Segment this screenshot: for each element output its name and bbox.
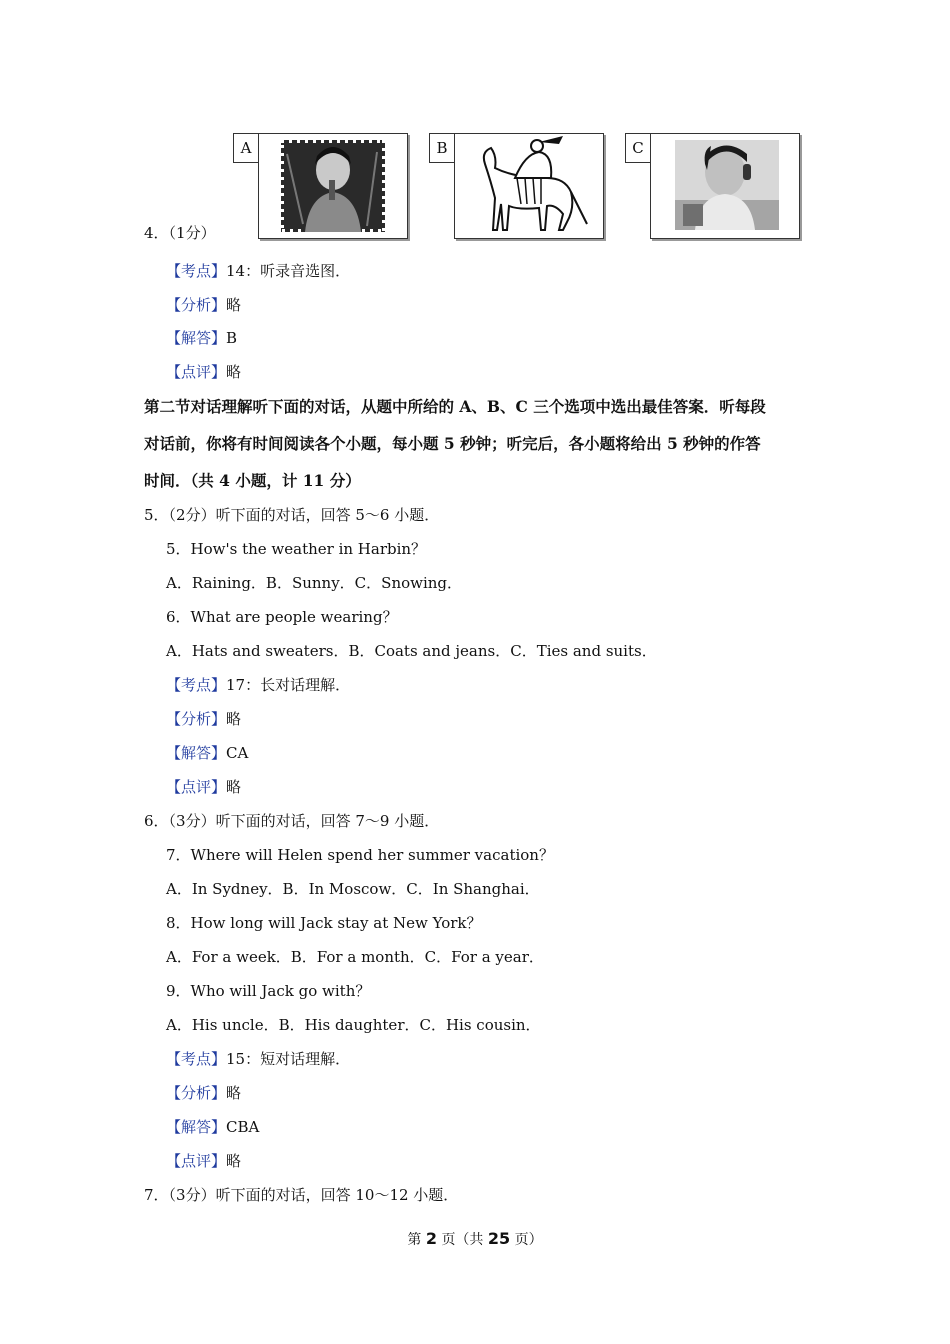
kaodian-text: 15：短对话理解． — [226, 1050, 351, 1068]
q5-kaodian — [166, 674, 350, 695]
dianping-tag: 【点评】 — [166, 778, 227, 796]
dianping-text: 略 — [226, 778, 242, 796]
footer-page-number: 2 — [425, 1229, 437, 1248]
q4-fenxi — [166, 294, 241, 315]
option-a-box — [258, 133, 408, 239]
fenxi-text: 略 — [226, 710, 242, 728]
q6-fenxi — [166, 1082, 241, 1103]
section2-line3: 时间．（共 4 小题，计 11 分） — [144, 471, 361, 490]
page-footer — [0, 1229, 950, 1249]
option-c-label: C — [625, 133, 651, 163]
footer-total-pages: 25 — [487, 1229, 511, 1248]
jieda-tag: 【解答】 — [166, 1118, 227, 1136]
kaodian-tag: 【考点】 — [166, 1050, 227, 1068]
fenxi-tag: 【分析】 — [166, 1084, 227, 1102]
listening-person-photo-icon — [651, 134, 799, 238]
q5-jieda — [166, 742, 248, 763]
dianping-text: 略 — [226, 1152, 242, 1170]
question-7-header: 7．（3分）听下面的对话，回答 10～12 小题． — [144, 1186, 459, 1204]
q6-sub2: 8．How long will Jack stay at New York？ — [166, 914, 482, 932]
dianping-text: 略 — [226, 363, 242, 381]
q4-kaodian — [166, 260, 350, 281]
option-b-label: B — [429, 133, 455, 163]
question-5-header: 5．（2分）听下面的对话，回答 5～6 小题． — [144, 506, 440, 524]
q6-dianping — [166, 1150, 241, 1171]
q6-sub3-options: A．His uncle．B．His daughter．C．His cousin． — [166, 1016, 541, 1034]
q5-sub1-options: A．Raining．B．Sunny．C．Snowing． — [166, 574, 463, 592]
dianping-tag: 【点评】 — [166, 1152, 227, 1170]
jieda-text: B — [226, 329, 238, 347]
kaodian-text: 17：长对话理解． — [226, 676, 351, 694]
q5-sub2: 6．What are people wearing？ — [166, 608, 398, 626]
footer-pre: 第 — [407, 1232, 422, 1248]
horse-rider-drawing-icon — [455, 134, 603, 238]
fenxi-text: 略 — [226, 1084, 242, 1102]
kaodian-tag: 【考点】 — [166, 262, 227, 280]
section2-line1: 第二节对话理解听下面的对话，从题中所给的 A、B、C 三个选项中选出最佳答案．听每段 — [144, 397, 766, 416]
q5-sub2-options: A．Hats and sweaters．B．Coats and jeans．C．Ties and suits． — [166, 642, 657, 660]
q5-sub1: 5．How's the weather in Harbin？ — [166, 540, 427, 558]
fenxi-text: 略 — [226, 296, 242, 314]
kaodian-text: 14：听录音选图． — [226, 262, 351, 280]
singer-photo-icon — [259, 134, 407, 238]
footer-post: 页） — [514, 1232, 543, 1248]
option-b-box — [454, 133, 604, 239]
q4-jieda — [166, 327, 237, 348]
q4-dianping — [166, 361, 241, 382]
q5-fenxi — [166, 708, 241, 729]
kaodian-tag: 【考点】 — [166, 676, 227, 694]
question-4-number: 4．（1分） — [144, 224, 216, 242]
option-c-box — [650, 133, 800, 239]
jieda-text: CBA — [226, 1118, 260, 1136]
question-6-header: 6．（3分）听下面的对话，回答 7～9 小题． — [144, 812, 440, 830]
jieda-text: CA — [226, 744, 249, 762]
q6-sub2-options: A．For a week．B．For a month．C．For a year． — [166, 948, 544, 966]
jieda-tag: 【解答】 — [166, 744, 227, 762]
q6-sub1: 7．Where will Helen spend her summer vacation？ — [166, 846, 554, 864]
q6-sub1-options: A．In Sydney．B．In Moscow．C．In Shanghai． — [166, 880, 540, 898]
fenxi-tag: 【分析】 — [166, 710, 227, 728]
option-a-label: A — [233, 133, 259, 163]
footer-mid: 页（共 — [441, 1232, 484, 1248]
q6-jieda — [166, 1116, 259, 1137]
section2-line2: 对话前，你将有时间阅读各个小题，每小题 5 秒钟；听完后，各小题将给出 5 秒钟的作答 — [144, 434, 761, 453]
dianping-tag: 【点评】 — [166, 363, 227, 381]
q5-dianping — [166, 776, 241, 797]
q6-sub3: 9．Who will Jack go with？ — [166, 982, 371, 1000]
q6-kaodian — [166, 1048, 350, 1069]
jieda-tag: 【解答】 — [166, 329, 227, 347]
fenxi-tag: 【分析】 — [166, 296, 227, 314]
